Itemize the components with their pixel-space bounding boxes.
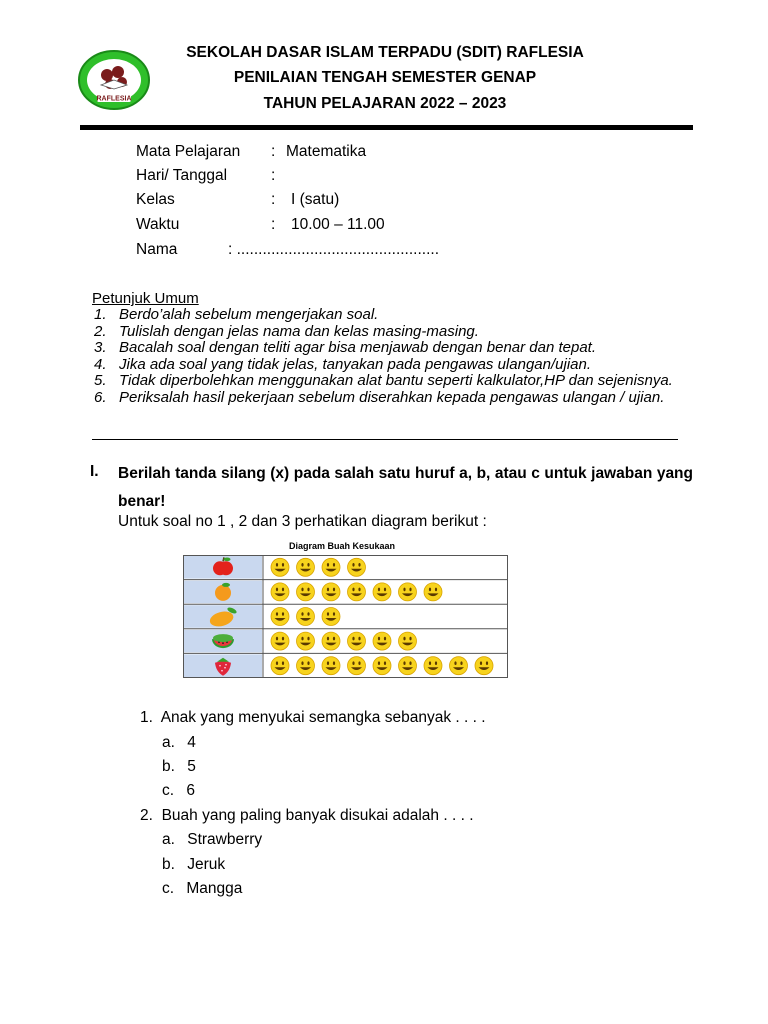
question-2-option-a[interactable]: [162, 831, 262, 849]
smiley-mark: [297, 608, 315, 626]
smiley-mark: [348, 657, 366, 675]
question-number: 2.: [140, 807, 153, 824]
question-1-option-b[interactable]: [162, 758, 196, 776]
smiley-mark: [450, 657, 468, 675]
smiley-mark: [271, 608, 289, 626]
instruction-item: [92, 307, 692, 324]
question-1-option-c[interactable]: [162, 782, 195, 800]
smiley-mark: [373, 632, 391, 650]
smiley-mark: [424, 657, 442, 675]
smiley-mark: [297, 583, 315, 601]
smiley-mark: [322, 657, 340, 675]
question-text: Anak yang menyukai semangka sebanyak . . . .: [160, 709, 486, 726]
option-text: 5: [187, 758, 196, 775]
question-text: Buah yang paling banyak disukai adalah . . . .: [161, 807, 474, 824]
info-label: Kelas: [136, 191, 175, 208]
school-logo: [77, 49, 151, 111]
section-intro: Untuk soal no 1 , 2 dan 3 perhatikan diagram berikut :: [118, 513, 487, 530]
smiley-mark: [373, 583, 391, 601]
instructions-list: [92, 307, 692, 407]
chart-title: Diagram Buah Kesukaan: [289, 541, 396, 551]
option-text: Mangga: [186, 880, 243, 897]
question-2: [140, 807, 474, 825]
option-letter: c.: [162, 782, 175, 799]
section-number: I.: [90, 463, 99, 480]
smiley-mark: [399, 657, 417, 675]
instruction-num: 2.: [94, 322, 107, 340]
name-field[interactable]: : ...............................................: [228, 241, 440, 258]
header-divider: [80, 125, 693, 130]
option-text: Jeruk: [187, 856, 226, 873]
smiley-mark: [399, 632, 417, 650]
option-text: 4: [187, 734, 196, 751]
smiley-mark: [399, 583, 417, 601]
option-letter: a.: [162, 734, 175, 751]
instruction-text: Bacalah soal dengan teliti agar bisa menjawab dengan benar dan tepat.: [119, 339, 597, 357]
smiley-mark: [322, 632, 340, 650]
smiley-mark: [348, 632, 366, 650]
info-value: Matematika: [286, 143, 367, 160]
instruction-num: 1.: [94, 306, 107, 323]
question-1-option-a[interactable]: [162, 734, 196, 752]
instruction-num: 4.: [94, 355, 107, 373]
option-text: Strawberry: [187, 831, 263, 848]
exam-title: PENILAIAN TENGAH SEMESTER GENAP: [233, 69, 537, 86]
instruction-num: 5.: [94, 372, 107, 390]
option-letter: a.: [162, 831, 175, 848]
instruction-text: Tidak diperbolehkan menggunakan alat bantu seperti kalkulator,HP dan sejenisnya.: [119, 372, 673, 390]
smiley-mark: [475, 657, 493, 675]
instruction-item: [92, 357, 692, 374]
option-text: 6: [186, 782, 195, 799]
instruction-text: Periksalah hasil pekerjaan sebelum diserahkan kepada pengawas ulangan / ujian.: [119, 388, 665, 406]
info-label: Mata Pelajaran: [136, 143, 241, 160]
question-number: 1.: [140, 709, 153, 726]
question-1: [140, 709, 486, 727]
info-colon: :: [271, 167, 276, 184]
instructions-title: Petunjuk Umum: [92, 290, 199, 307]
instruction-num: 6.: [94, 388, 107, 406]
smiley-mark: [271, 632, 289, 650]
info-value: 10.00 – 11.00: [291, 216, 385, 233]
smiley-mark: [297, 558, 315, 576]
smiley-mark: [348, 558, 366, 576]
smiley-mark: [271, 657, 289, 675]
smiley-mark: [322, 583, 340, 601]
info-colon: :: [271, 191, 276, 208]
instruction-text: Jika ada soal yang tidak jelas, tanyakan pada pengawas ulangan/ujian.: [119, 355, 592, 373]
question-2-option-b[interactable]: [162, 856, 225, 874]
smiley-mark: [271, 583, 289, 601]
info-colon: :: [271, 143, 276, 160]
option-letter: b.: [162, 856, 175, 873]
info-label: Hari/ Tanggal: [136, 167, 228, 184]
instruction-item: [92, 373, 692, 390]
school-name: SEKOLAH DASAR ISLAM TERPADU (SDIT) RAFLESIA: [186, 44, 584, 61]
instruction-text: Berdo’alah sebelum mengerjakan soal.: [119, 306, 379, 323]
instruction-item: [92, 324, 692, 341]
smiley-mark: [424, 583, 442, 601]
smiley-mark: [373, 657, 391, 675]
instructions-divider: [92, 439, 678, 440]
smiley-mark: [297, 632, 315, 650]
info-label: Nama: [136, 241, 178, 258]
option-letter: b.: [162, 758, 175, 775]
smiley-mark: [297, 657, 315, 675]
smiley-mark: [322, 608, 340, 626]
option-letter: c.: [162, 880, 175, 897]
smiley-mark: [348, 583, 366, 601]
info-label: Waktu: [136, 216, 180, 233]
instruction-text: Tulislah dengan jelas nama dan kelas masing-masing.: [119, 322, 479, 340]
instruction-item: [92, 390, 692, 407]
instruction-num: 3.: [94, 339, 107, 357]
logo-text: RAFLESIA: [96, 95, 132, 103]
question-2-option-c[interactable]: [162, 880, 242, 898]
smiley-mark: [322, 558, 340, 576]
section-instruction: Berilah tanda silang (x) pada salah satu huruf a, b, atau c untuk jawaban yang benar!: [118, 465, 693, 510]
instruction-item: [92, 340, 692, 357]
school-year: TAHUN PELAJARAN 2022 – 2023: [263, 95, 507, 112]
info-colon: :: [271, 216, 276, 233]
smiley-mark: [271, 558, 289, 576]
pictograph-chart: [183, 555, 508, 678]
info-value: I (satu): [291, 191, 340, 208]
